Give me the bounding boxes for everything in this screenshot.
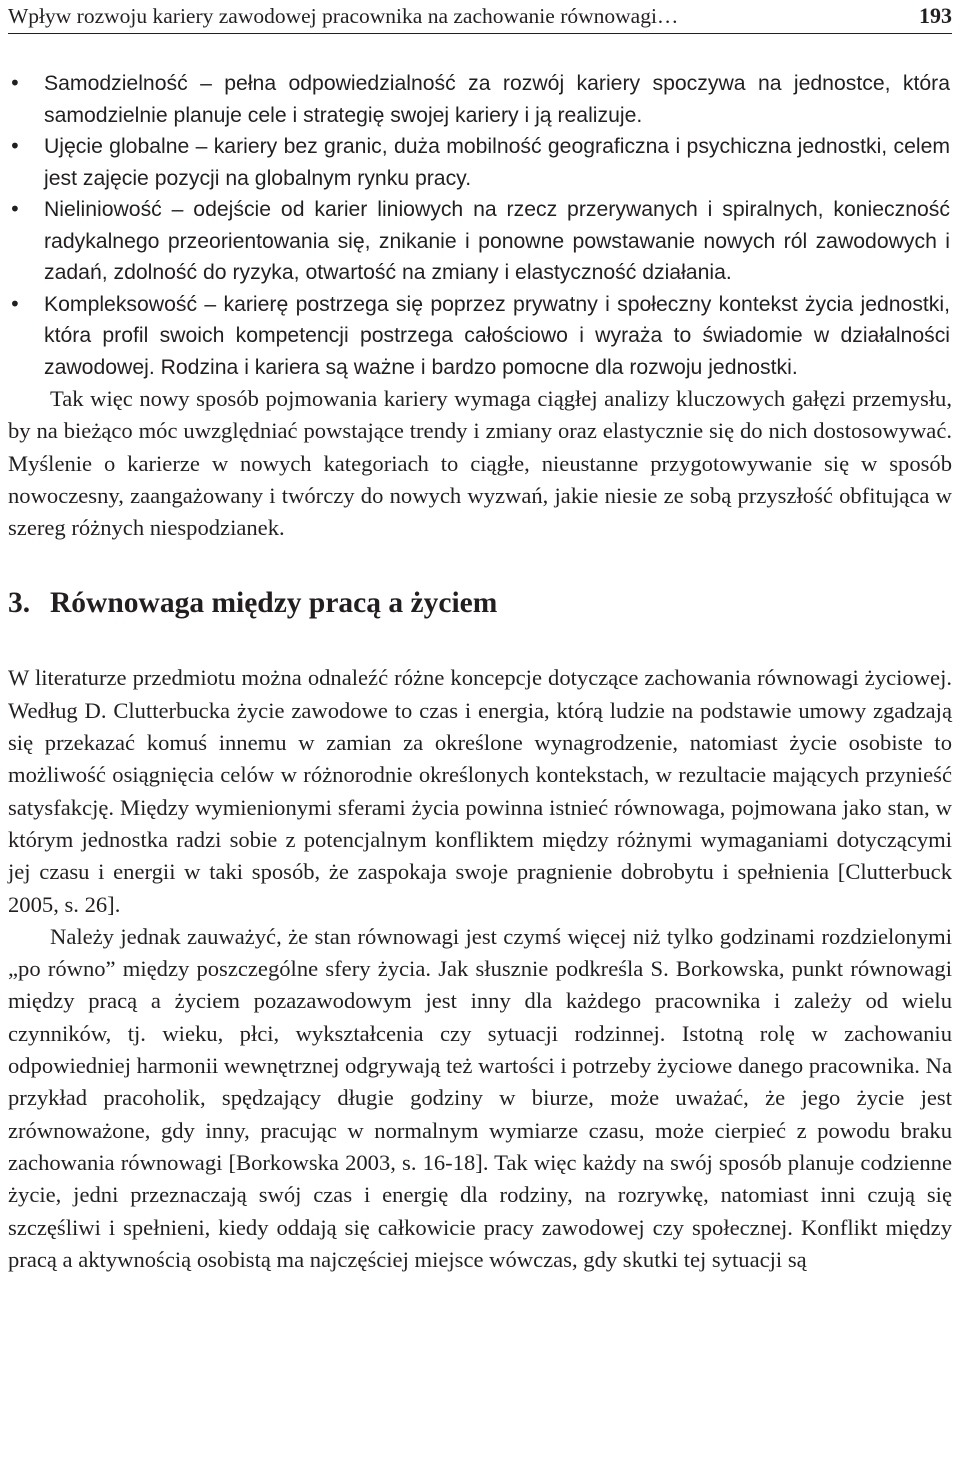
page-number: 193 — [919, 3, 952, 28]
section-title: Równowaga między pracą a życiem — [50, 587, 498, 620]
list-item — [8, 131, 952, 194]
section-body — [8, 662, 952, 1276]
body-paragraph: Tak więc nowy sposób pojmowania kariery wymaga ciągłej analizy kluczowych gałęzi przemysłu, by na bieżąco móc uwzględniać powstające trendy i zmiany oraz elastycznie się do nich dostosowywać. Myślenie o karierze w nowych kategoriach to ciągłe, nieustanne przygotowywanie się w sposób nowoczesny, zaangażowany i twórczy do nowych wyzwań, jakie niesie ze sobą przyszłość obfitująca w szereg różnych niespodzianek. — [8, 386, 952, 541]
list-item — [8, 289, 952, 384]
bullet-list — [8, 68, 952, 383]
section-number: 3. — [8, 587, 31, 620]
bullet-icon: • — [9, 71, 21, 95]
body-paragraph: W literaturze przedmiotu można odnaleźć różne koncepcje dotyczące zachowania równowagi życiowej. Według D. Clutterbucka życie zawodowe to czas i energia, którą ludzie na podstawie umowy zgadzają się przekazać komuś innemu w zamian za określone wynagrodzenie, natomiast życie osobiste to możliwość osiągnięcia celów w różnorodnie określonych kontekstach, w rezultacie mających przynieść satysfakcję. Między wymienionymi sferami życia powinna istnieć równowaga, pojmowana jako stan, w którym jednostka radzi sobie z potencjalnym konfliktem między różnymi wymaganiami dotyczącymi jej czasu i energii w taki sposób, że zaspokaja swoje pragnienie dobrobytu i spełnienia [Clutterbuck 2005, s. 26]. — [8, 665, 952, 917]
list-item-text: Kompleksowość – karierę postrzega się poprzez prywatny i społeczny kontekst życia jednostki, która profil swoich kompetencji postrzega całościowo i wyraża to świadomie w działalności zawodowej. Rodzina i kariera są ważne i bardzo pomocne dla rozwoju jednostki. — [44, 292, 950, 379]
list-item-text: Nieliniowość – odejście od karier liniowych na rzecz przerywanych i spiralnych, konieczność radykalnego przeorientowania się, znikanie i ponowne powstawanie nowych ról zawodowych i zadań, zdolność do ryzyka, otwartość na zmiany i elastyczność działania. — [44, 198, 950, 284]
list-item — [8, 194, 952, 289]
bullet-icon: • — [9, 291, 21, 316]
section-heading — [8, 583, 952, 623]
bullet-icon: • — [9, 134, 21, 158]
running-header — [8, 3, 952, 34]
bullet-icon: • — [9, 197, 21, 221]
list-item — [8, 68, 952, 131]
body-paragraph: Należy jednak zauważyć, że stan równowagi jest czymś więcej niż tylko godzinami rozdzielonymi „po równo” między poszczególne sfery życia. Jak słusznie podkreśla S. Borkowska, punkt równowagi między pracą a życiem pozazawodowym jest inny dla każdego pracownika i zależy od wielu czynników, tj. wieku, płci, wykształcenia czy sytuacji rodzinnej. Istotną rolę w zachowaniu odpowiedniej harmonii wewnętrznej odgrywają też wartości i potrzeby życiowe danego pracownika. Na przykład pracoholik, spędzający długie godziny w biurze, może uważać, że jego życie jest zrównoważone, gdy inny, pracując w normalnym wymiarze czasu, może cierpieć z powodu braku zachowania równowagi [Borkowska 2003, s. 16-18]. Tak więc każdy na swój sposób planuje codzienne życie, jedni przeznaczają swój czas i energię dla rodziny, na rozrywkę, natomiast inni czują się szczęśliwi i spełnieni, kiedy oddają się całkowicie pracy zawodowej czy społecznej. Konflikt między pracą a aktywnością osobistą ma najczęściej miejsce wówczas, gdy skutki tej sytuacji są — [8, 923, 952, 1272]
running-title: Wpływ rozwoju kariery zawodowej pracownika na zachowanie równowagi… — [8, 4, 679, 28]
list-item-text: Ujęcie globalne – kariery bez granic, duża mobilność geograficzna i psychiczna jednostki, celem jest zajęcie pozycji na globalnym rynku pracy. — [44, 135, 950, 190]
list-item-text: Samodzielność – pełna odpowiedzialność za rozwój kariery spoczywa na jednostce, która samodzielnie planuje cele i strategię swojej kariery i ją realizuje. — [44, 72, 950, 127]
document-page — [8, 0, 952, 1276]
